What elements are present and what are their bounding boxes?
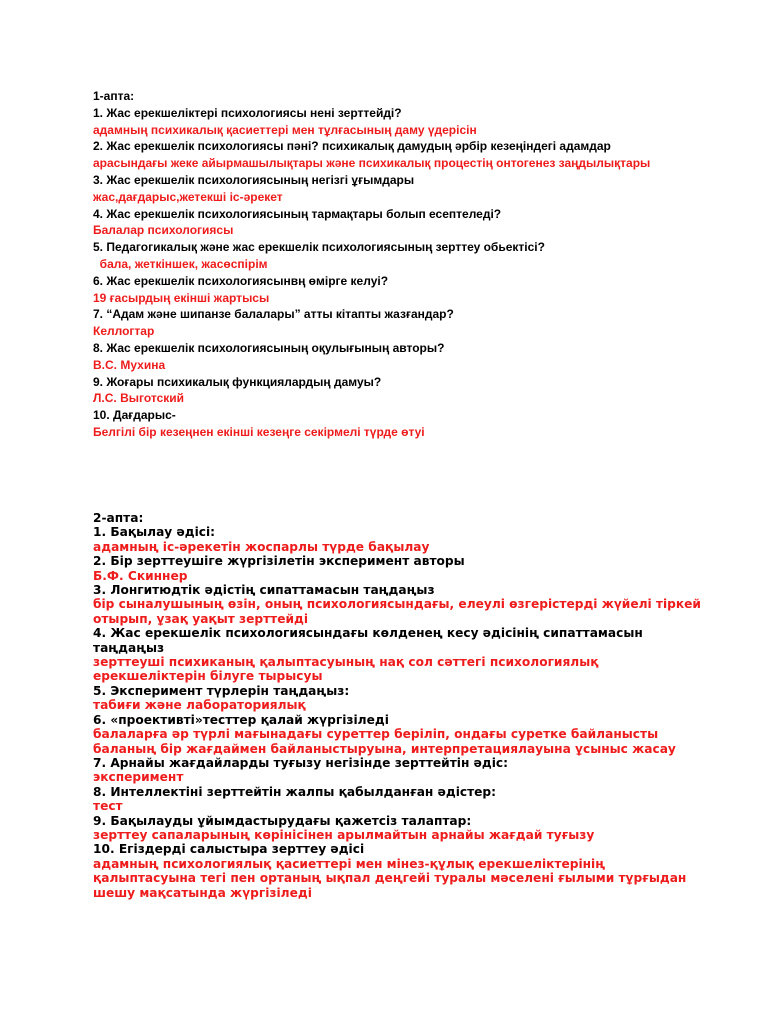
week2-question-7: 7. Арнайы жағдайларды туғызу негізінде зерттейтін әдіс: <box>93 755 508 770</box>
week1-answer-5: бала, жеткіншек, жасөспірім <box>93 256 268 271</box>
week2-question-1: 1. Бақылау әдісі: <box>93 525 216 540</box>
week2-section <box>93 511 708 900</box>
week1-answer-10: Белгілі бір кезеңнен екінші кезеңге секірмелі түрде өтуі <box>93 424 425 439</box>
week2-answer-8: тест <box>93 799 123 814</box>
week2-question-8: 8. Интеллектіні зерттейтін жалпы қабылданған әдістер: <box>93 784 497 799</box>
week2-question-5: 5. Эксперимент түрлерін таңдаңыз: <box>93 683 350 698</box>
week1-question-2: 2. Жас ерекшелік психологиясы пәні? психикалық дамудың әрбір кезеңіндегі адамдар <box>93 139 611 154</box>
week2-question-4: 4. Жас ерекшелік психологиясындағы көлденең кесу әдісінің сипаттамасын таңдаңыз <box>93 626 643 655</box>
week1-question-10: 10. Дағдарыс- <box>93 408 176 423</box>
week2-question-2: 2. Бір зерттеушіге жүргізілетін эксперимент авторы <box>93 554 465 569</box>
week2-answer-7: эксперимент <box>93 770 184 785</box>
week1-question-8: 8. Жас ерекшелік психологиясының оқулығының авторы? <box>93 340 445 355</box>
week1-answer-6: 19 ғасырдың екінші жартысы <box>93 290 270 305</box>
week1-question-1: 1. Жас ерекшеліктері психологиясы нені зерттейді? <box>93 105 402 120</box>
week2-heading: 2-апта: <box>93 511 144 525</box>
week2-question-3: 3. Лонгитюдтік әдістің сипаттамасын таңдаңыз <box>93 583 435 598</box>
week1-question-5: 5. Педагогикалық және жас ерекшелік психологиясының зерттеу обьектісі? <box>93 240 545 255</box>
week2-answer-1: адамның іс-әрекетін жоспарлы түрде бақылау <box>93 539 430 554</box>
week1-answer-9: Л.С. Выготский <box>93 391 185 406</box>
week1-heading: 1-апта: <box>93 89 135 103</box>
week2-question-10: 10. Егіздерді салыстыра зерттеу әдісі <box>93 842 365 857</box>
week1-answer-4: Балалар психологиясы <box>93 223 234 238</box>
week2-answer-3: бір сыналушының өзін, оның психологиясындағы, елеулі өзгерістерді жүйелі тіркей отырып, ұзақ уақыт зерттейді <box>93 597 701 626</box>
week1-answer-7: Келлогтар <box>93 324 155 339</box>
week1-section <box>93 88 708 441</box>
week2-answer-10: адамның психологиялық қасиеттері мен мінез-құлық ерекшеліктерінің қалыптасуына тегі пен ортаның ықпал деңгейі туралы мәселені ғылыми тұрғыдан шешу мақсатында жүргізіледі <box>93 856 687 900</box>
week1-question-3: 3. Жас ерекшелік психологиясының негізгі ұғымдары <box>93 172 415 187</box>
week2-answer-5: табиғи және лабораториялық <box>93 698 306 713</box>
week2-answer-2: Б.Ф. Скиннер <box>93 568 188 583</box>
week2-question-9: 9. Бақылауды ұйымдастырудағы қажетсіз талаптар: <box>93 813 472 828</box>
week2-answer-6: балаларға әр түрлі мағынадағы суреттер беріліп, ондағы суретке байланысты баланың бір жағдаймен байланыстыруына, интерпретациялауына ұсыныс жасау <box>93 727 676 756</box>
week2-question-6: 6. «проективті»тесттер қалай жүргізіледі <box>93 712 389 727</box>
week1-answer-3: жас,дағдарыс,жетекші іс-әрекет <box>93 189 283 204</box>
week1-answer-2: арасындағы жеке айырмашылықтары және психикалық процестің онтогенез заңдылықтары <box>93 156 651 171</box>
week1-question-7: 7. “Адам және шипанзе балалары” атты кітапты жазғандар? <box>93 307 454 322</box>
week1-answer-8: В.С. Мухина <box>93 357 166 372</box>
week1-question-4: 4. Жас ерекшелік психологиясының тармақтары болып есептеледі? <box>93 206 502 221</box>
week1-answer-1: адамның психикалық қасиеттері мен тұлғасының даму үдерісін <box>93 122 477 137</box>
week1-question-6: 6. Жас ерекшелік психологиясынвң өмірге келуі? <box>93 273 389 288</box>
week1-question-9: 9. Жоғары психикалық функциялардың дамуы? <box>93 374 382 389</box>
week2-answer-9: зерттеу сапаларының көрінісінен арылмайтын арнайы жағдай туғызу <box>93 827 595 842</box>
week2-answer-4: зерттеуші психиканың қалыптасуының нақ сол сәттегі психологиялық ерекшеліктерін білуге тырысуы <box>93 655 599 684</box>
